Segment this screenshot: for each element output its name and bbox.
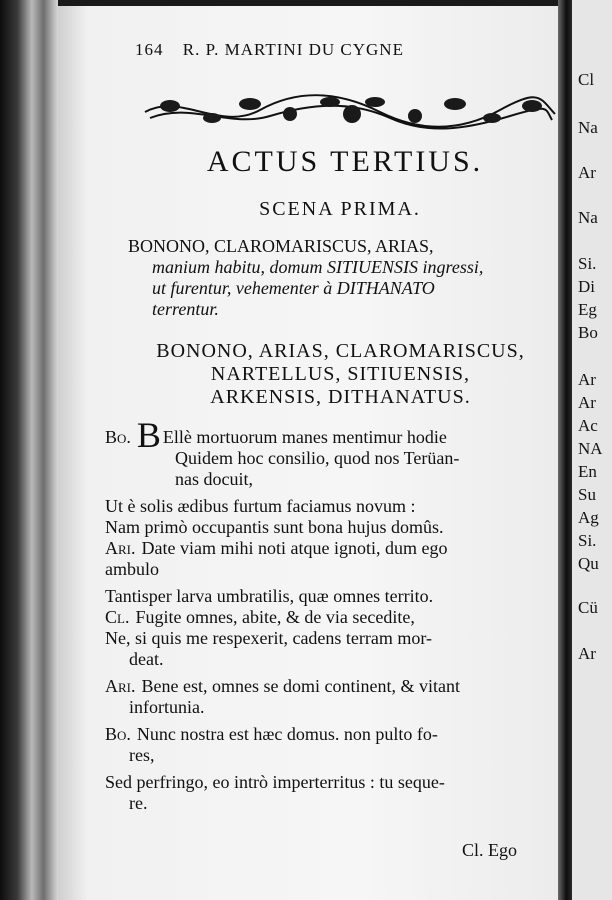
verse-line	[105, 415, 545, 455]
verse-line: infortunia.	[129, 697, 205, 717]
dialogue-text	[105, 415, 545, 814]
facing-fragment: Cl	[578, 70, 595, 89]
personae-line: BONONO, ARIAS, CLAROMARISCUS,	[156, 340, 525, 362]
verse-text: Ellè mortuorum manes mentimur hodie	[162, 427, 447, 447]
cast-line: terrentur.	[152, 299, 219, 319]
verse-line: res,	[129, 745, 155, 765]
facing-fragment: Di	[578, 277, 595, 296]
speaker-label: Bo.	[105, 724, 131, 744]
speaker-label: Bo.	[105, 427, 131, 447]
verse-line	[105, 538, 545, 559]
facing-fragment: En	[578, 462, 597, 481]
page-number: 164	[135, 40, 164, 59]
book-edge-left	[0, 0, 58, 900]
facing-fragment: Ar	[578, 370, 596, 389]
floral-ornament-icon	[140, 88, 560, 134]
verse-line: Ut è solis ædibus furtum faciamus novum :	[105, 496, 416, 516]
facing-fragment: Ar	[578, 163, 596, 182]
facing-fragment: Ag	[578, 508, 599, 527]
book-gutter	[558, 0, 572, 900]
facing-fragment: Na	[578, 208, 598, 227]
verse-text: Date viam mihi noti atque ignoti, dum ego	[141, 538, 448, 558]
speaker-label: Ari.	[105, 676, 136, 696]
drop-cap: B	[136, 415, 161, 455]
facing-fragment: Bo	[578, 323, 598, 342]
facing-fragment: Eg	[578, 300, 597, 319]
verse-text: Bene est, omnes se domi continent, & vitant	[141, 676, 460, 696]
running-header	[135, 40, 535, 60]
cast-intro	[128, 236, 553, 320]
speaker-label: Ari.	[105, 538, 136, 558]
facing-fragment: NA	[578, 439, 603, 458]
personae-line: ARKENSIS, DITHANATUS.	[210, 386, 471, 408]
verse-line	[105, 607, 545, 628]
act-title: ACTUS TERTIUS.	[206, 145, 484, 178]
facing-fragment: Si.	[578, 531, 597, 550]
verse-line	[105, 724, 545, 745]
cast-line: manium habitu, domum SITIUENSIS ingressi,	[152, 257, 484, 277]
facing-fragment: Ar	[578, 644, 596, 663]
scene-title: SCENA PRIMA.	[259, 198, 421, 220]
facing-fragment: Si.	[578, 254, 597, 273]
facing-fragment: Ar	[578, 393, 596, 412]
facing-fragment: Ac	[578, 416, 598, 435]
facing-fragment: Na	[578, 118, 598, 137]
verse-line	[105, 676, 545, 697]
running-title: R. P. MARTINI DU CYGNE	[182, 40, 404, 59]
verse-line: Quidem hoc consilio, quod nos Terüan-	[175, 448, 460, 468]
speaker-label: Cl.	[105, 607, 130, 627]
verse-text: Fugite omnes, abite, & de via secedite,	[135, 607, 415, 627]
personae-line: NARTELLUS, SITIUENSIS,	[210, 363, 471, 385]
verse-line: re.	[129, 793, 148, 813]
cast-line: ut furentur, vehementer à DITHANATO	[152, 278, 435, 298]
verse-text: Nunc nostra est hæc domus. non pulto fo-	[136, 724, 438, 744]
cast-names: BONONO, CLAROMARISCUS, ARIAS,	[128, 236, 434, 256]
verse-line: Nam primò occupantis sunt bona hujus domûs.	[105, 517, 444, 537]
verse-line: deat.	[129, 649, 164, 669]
facing-page	[572, 0, 612, 900]
facing-fragment: Qu	[578, 554, 599, 573]
verse-line: nas docuit,	[175, 469, 253, 489]
dramatis-personae	[128, 340, 553, 409]
facing-fragment: Cü	[578, 598, 598, 617]
catchword: Cl. Ego	[462, 840, 518, 860]
verse-line: Ne, si quis me respexerit, cadens terram mor-	[105, 628, 433, 648]
verse-line: Tantisper larva umbratilis, quæ omnes territo.	[105, 586, 434, 606]
verse-line: Sed perfringo, eo intrò imperterritus : tu seque-	[105, 772, 445, 792]
verse-line: ambulo	[105, 559, 159, 579]
facing-fragment: Su	[578, 485, 596, 504]
